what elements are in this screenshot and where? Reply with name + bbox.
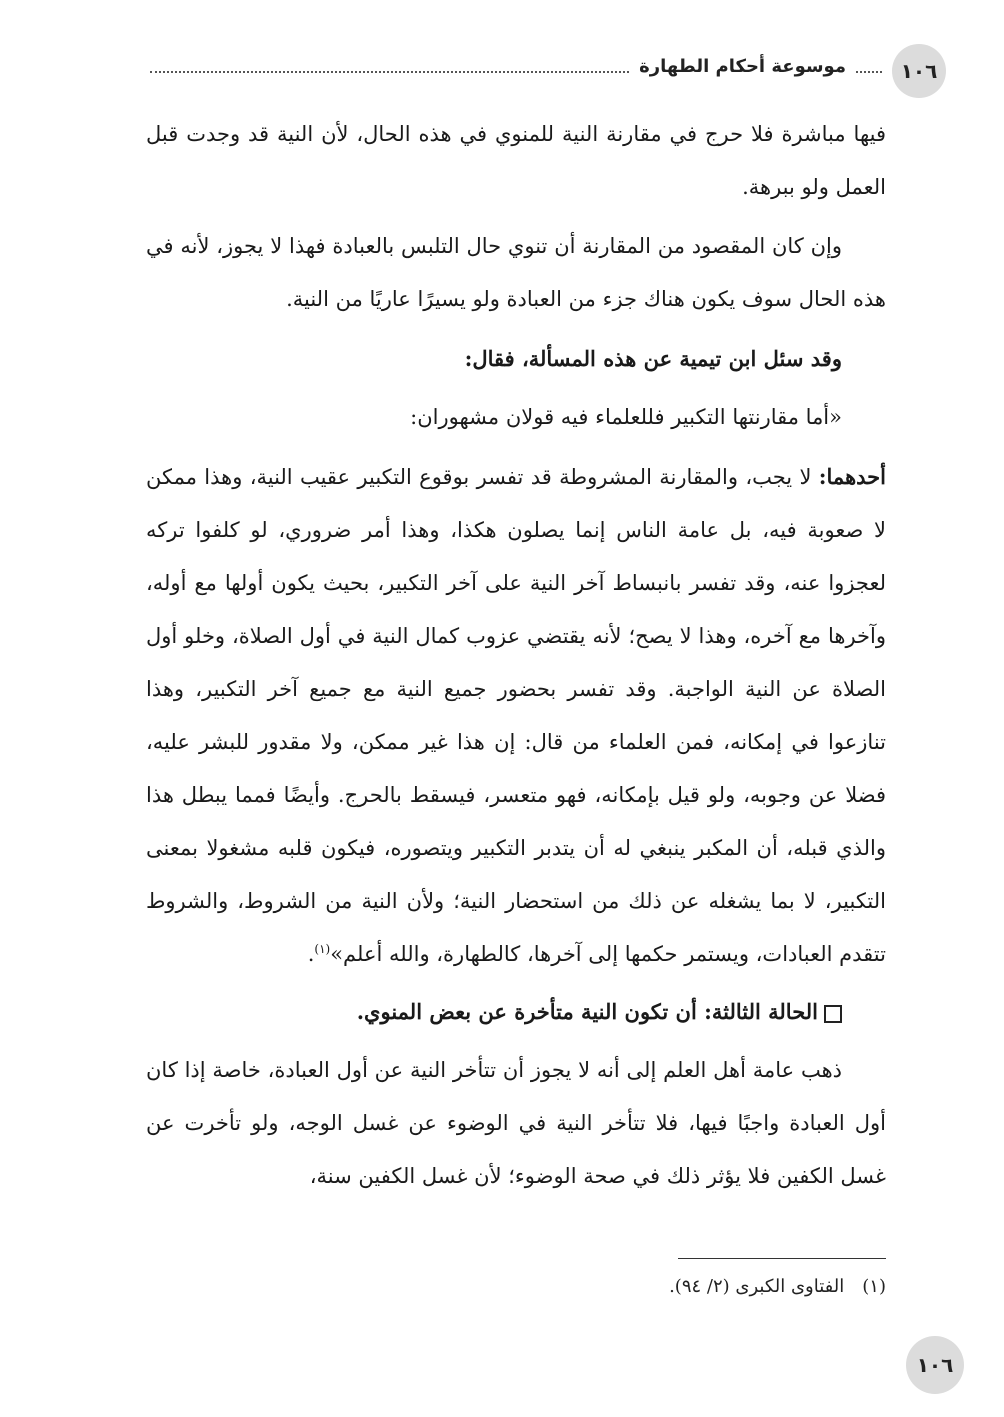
header-page-number: ١٠٦: [892, 44, 946, 98]
footnote-number: (١): [862, 1276, 886, 1297]
quote-lead-word: أحدهما:: [818, 464, 886, 489]
quote-end: .: [307, 942, 315, 966]
section-heading-text: الحالة الثالثة: أن تكون النية متأخرة عن بعض المنوي.: [356, 999, 818, 1024]
main-text: [146, 108, 886, 1203]
footnote-text: الفتاوى الكبرى (٢/ ٩٤).: [669, 1276, 845, 1297]
footer-page-number: ١٠٦: [906, 1336, 964, 1394]
page-header: [140, 44, 938, 104]
footnote-separator: [678, 1258, 886, 1259]
square-box-icon: [824, 1005, 842, 1023]
header-dots-left: [150, 61, 629, 73]
quote-body: [146, 450, 886, 981]
paragraph-2: وإن كان المقصود من المقارنة أن تنوي حال التلبس بالعبادة فهذا لا يجوز، لأنه في هذه الحال سوف يكون هناك جزء من العبادة ولو يسيرًا عاريًا من النية.: [146, 234, 886, 311]
paragraph-1: فيها مباشرة فلا حرج في مقارنة النية للمنوي في هذه الحال، لأن النية قد وجدت قبل العمل ولو ببرهة.: [146, 122, 886, 199]
quote-intro: وقد سئل ابن تيمية عن هذه المسألة، فقال:: [464, 346, 842, 371]
quote-text: لا يجب، والمقارنة المشروطة قد تفسر بوقوع التكبير عقيب النية، وهذا ممكن لا صعوبة فيه، بل عامة الناس إنما يصلون هكذا، وهذا أمر ضروري، لو كلفوا تركه لعجزوا عنه، وقد تفسر بانبساط آخر النية على آخر التكبير، بحيث يكون أولها مع أوله، وآخرها مع آخره، وهذا لا يصح؛ لأنه يقتضي عزوب كمال النية في أول الصلاة، وخلو أول الصلاة عن النية الواجبة. وقد تفسر بحضور جميع النية مع جميع آخر التكبير، وهذا تنازعوا في إمكانه، فمن العلماء من قال: إن هذا غير ممكن، ولا مقدور للبشر عليه، فضلا عن وجوبه، ولو قيل بإمكانه، فهو متعسر، فيسقط بالحرج. وأيضًا فمما يبطل هذا والذي قبله، أن المكبر ينبغي له أن يتدبر التكبير ويتصوره، فيكون قلبه مشغولا بمعنى التكبير، لا بما يشغله عن ذلك من استحضار النية؛ ولأن النية من الشروط، والشروط تتقدم العبادات، ويستمر حكمها إلى آخرها، كالطهارة، والله أعلم»: [146, 465, 886, 966]
header-dots-right: [856, 61, 882, 73]
header-title-row: [140, 56, 886, 77]
quote-opening: «أما مقارنتها التكبير فللعلماء فيه قولان مشهوران:: [410, 405, 842, 429]
footnote-reference[interactable]: (١): [314, 942, 331, 956]
footnote: [669, 1276, 886, 1297]
paragraph-6: ذهب عامة أهل العلم إلى أنه لا يجوز أن تتأخر النية عن أول العبادة، خاصة إذا كان أول العبادة واجبًا فيها، فلا تتأخر النية في الوضوء عن غسل الوجه، ولو تأخرت عن غسل الكفين فلا يؤثر ذلك في صحة الوضوء؛ لأن غسل الكفين سنة،: [146, 1058, 886, 1188]
book-title: موسوعة أحكام الطهارة: [639, 56, 846, 77]
section-heading: [146, 985, 886, 1038]
